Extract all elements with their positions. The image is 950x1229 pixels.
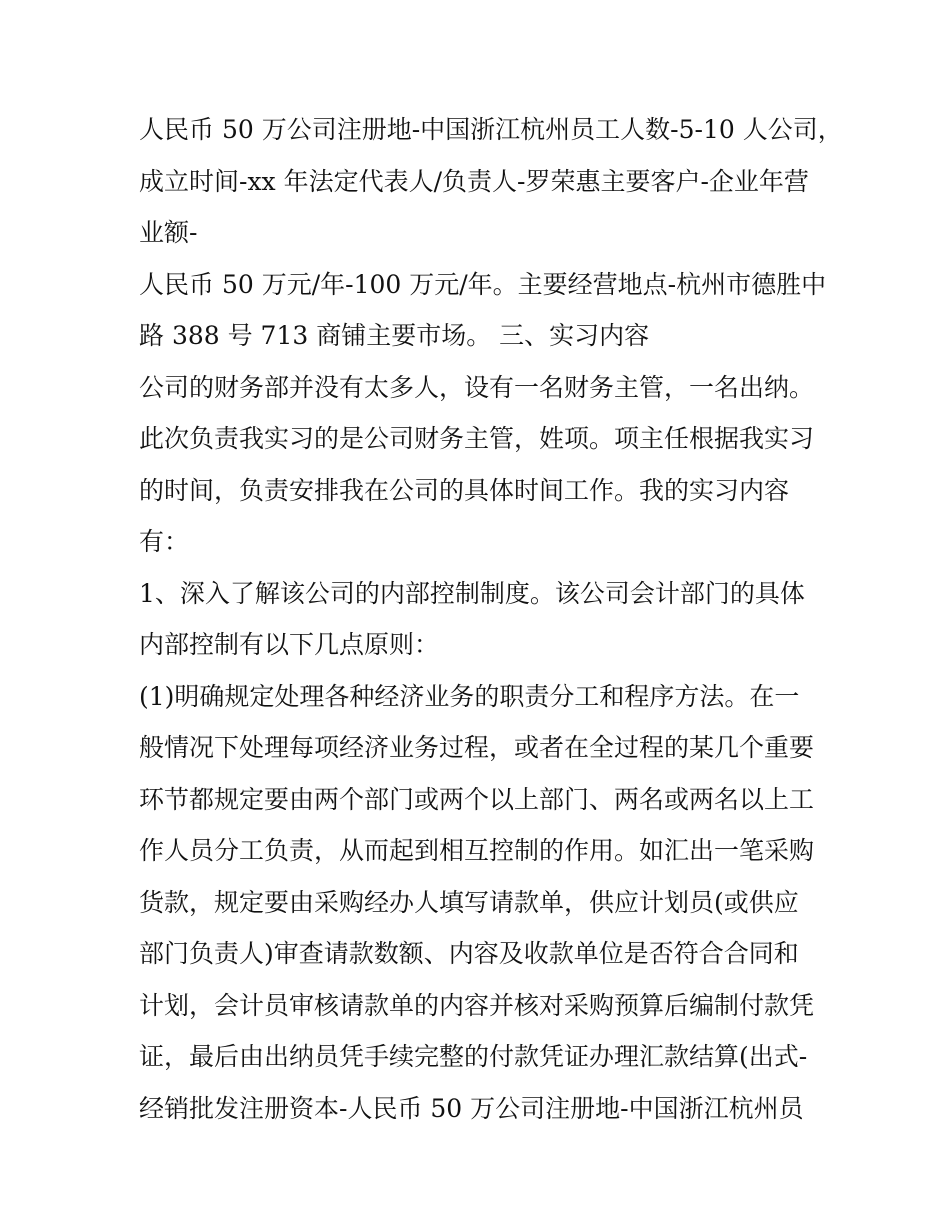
text-line: 路 388 号 713 商铺主要市场。 三、实习内容 [139, 321, 650, 350]
text-line: 经销批发注册资本-人民币 50 万公司注册地-中国浙江杭州员 [139, 1093, 804, 1123]
text-line: 公司的财务部并没有太多人，设有一名财务主管，一名出纳。 [139, 372, 815, 402]
text-line: 内部控制有以下几点原则： [139, 630, 440, 659]
body-text [139, 104, 843, 1134]
text-line: (1)明确规定处理各种经济业务的职责分工和程序方法。在一 [139, 681, 800, 711]
text-line: 作人员分工负责，从而起到相互控制的作用。如汇出一笔采购 [139, 836, 815, 865]
text-line: 的时间，负责安排我在公司的具体时间工作。我的实习内容 [139, 475, 790, 505]
text-line: 计划，会计员审核请款单的内容并核对采购预算后编制付款凭 [139, 990, 815, 1020]
text-line: 成立时间-xx 年法定代表人/负责人-罗荣惠主要客户-企业年营 [139, 166, 809, 196]
text-line: 货款，规定要由采购经办人填写请款单，供应计划员(或供应 [139, 887, 799, 917]
text-line: 证，最后由出纳员凭手续完整的付款凭证办理汇款结算(出式- [139, 1042, 808, 1071]
text-line: 人民币 50 万公司注册地-中国浙江杭州员工人数-5-10 人公司， [139, 115, 843, 144]
text-line: 此次负责我实习的是公司财务主管，姓项。项主任根据我实习 [139, 424, 815, 453]
text-line: 般情况下处理每项经济业务过程，或者在全过程的某几个重要 [139, 733, 815, 762]
text-line: 有： [139, 527, 190, 556]
text-line: 部门负责人)审查请款数额、内容及收款单位是否符合合同和 [139, 939, 799, 968]
text-line: 人民币 50 万元/年-100 万元/年。主要经营地点-杭州市德胜中 [139, 269, 827, 299]
text-line: 业额- [139, 218, 198, 247]
text-line: 1、深入了解该公司的内部控制制度。该公司会计部门的具体 [139, 578, 805, 608]
text-line: 环节都规定要由两个部门或两个以上部门、两名或两名以上工 [139, 784, 815, 814]
